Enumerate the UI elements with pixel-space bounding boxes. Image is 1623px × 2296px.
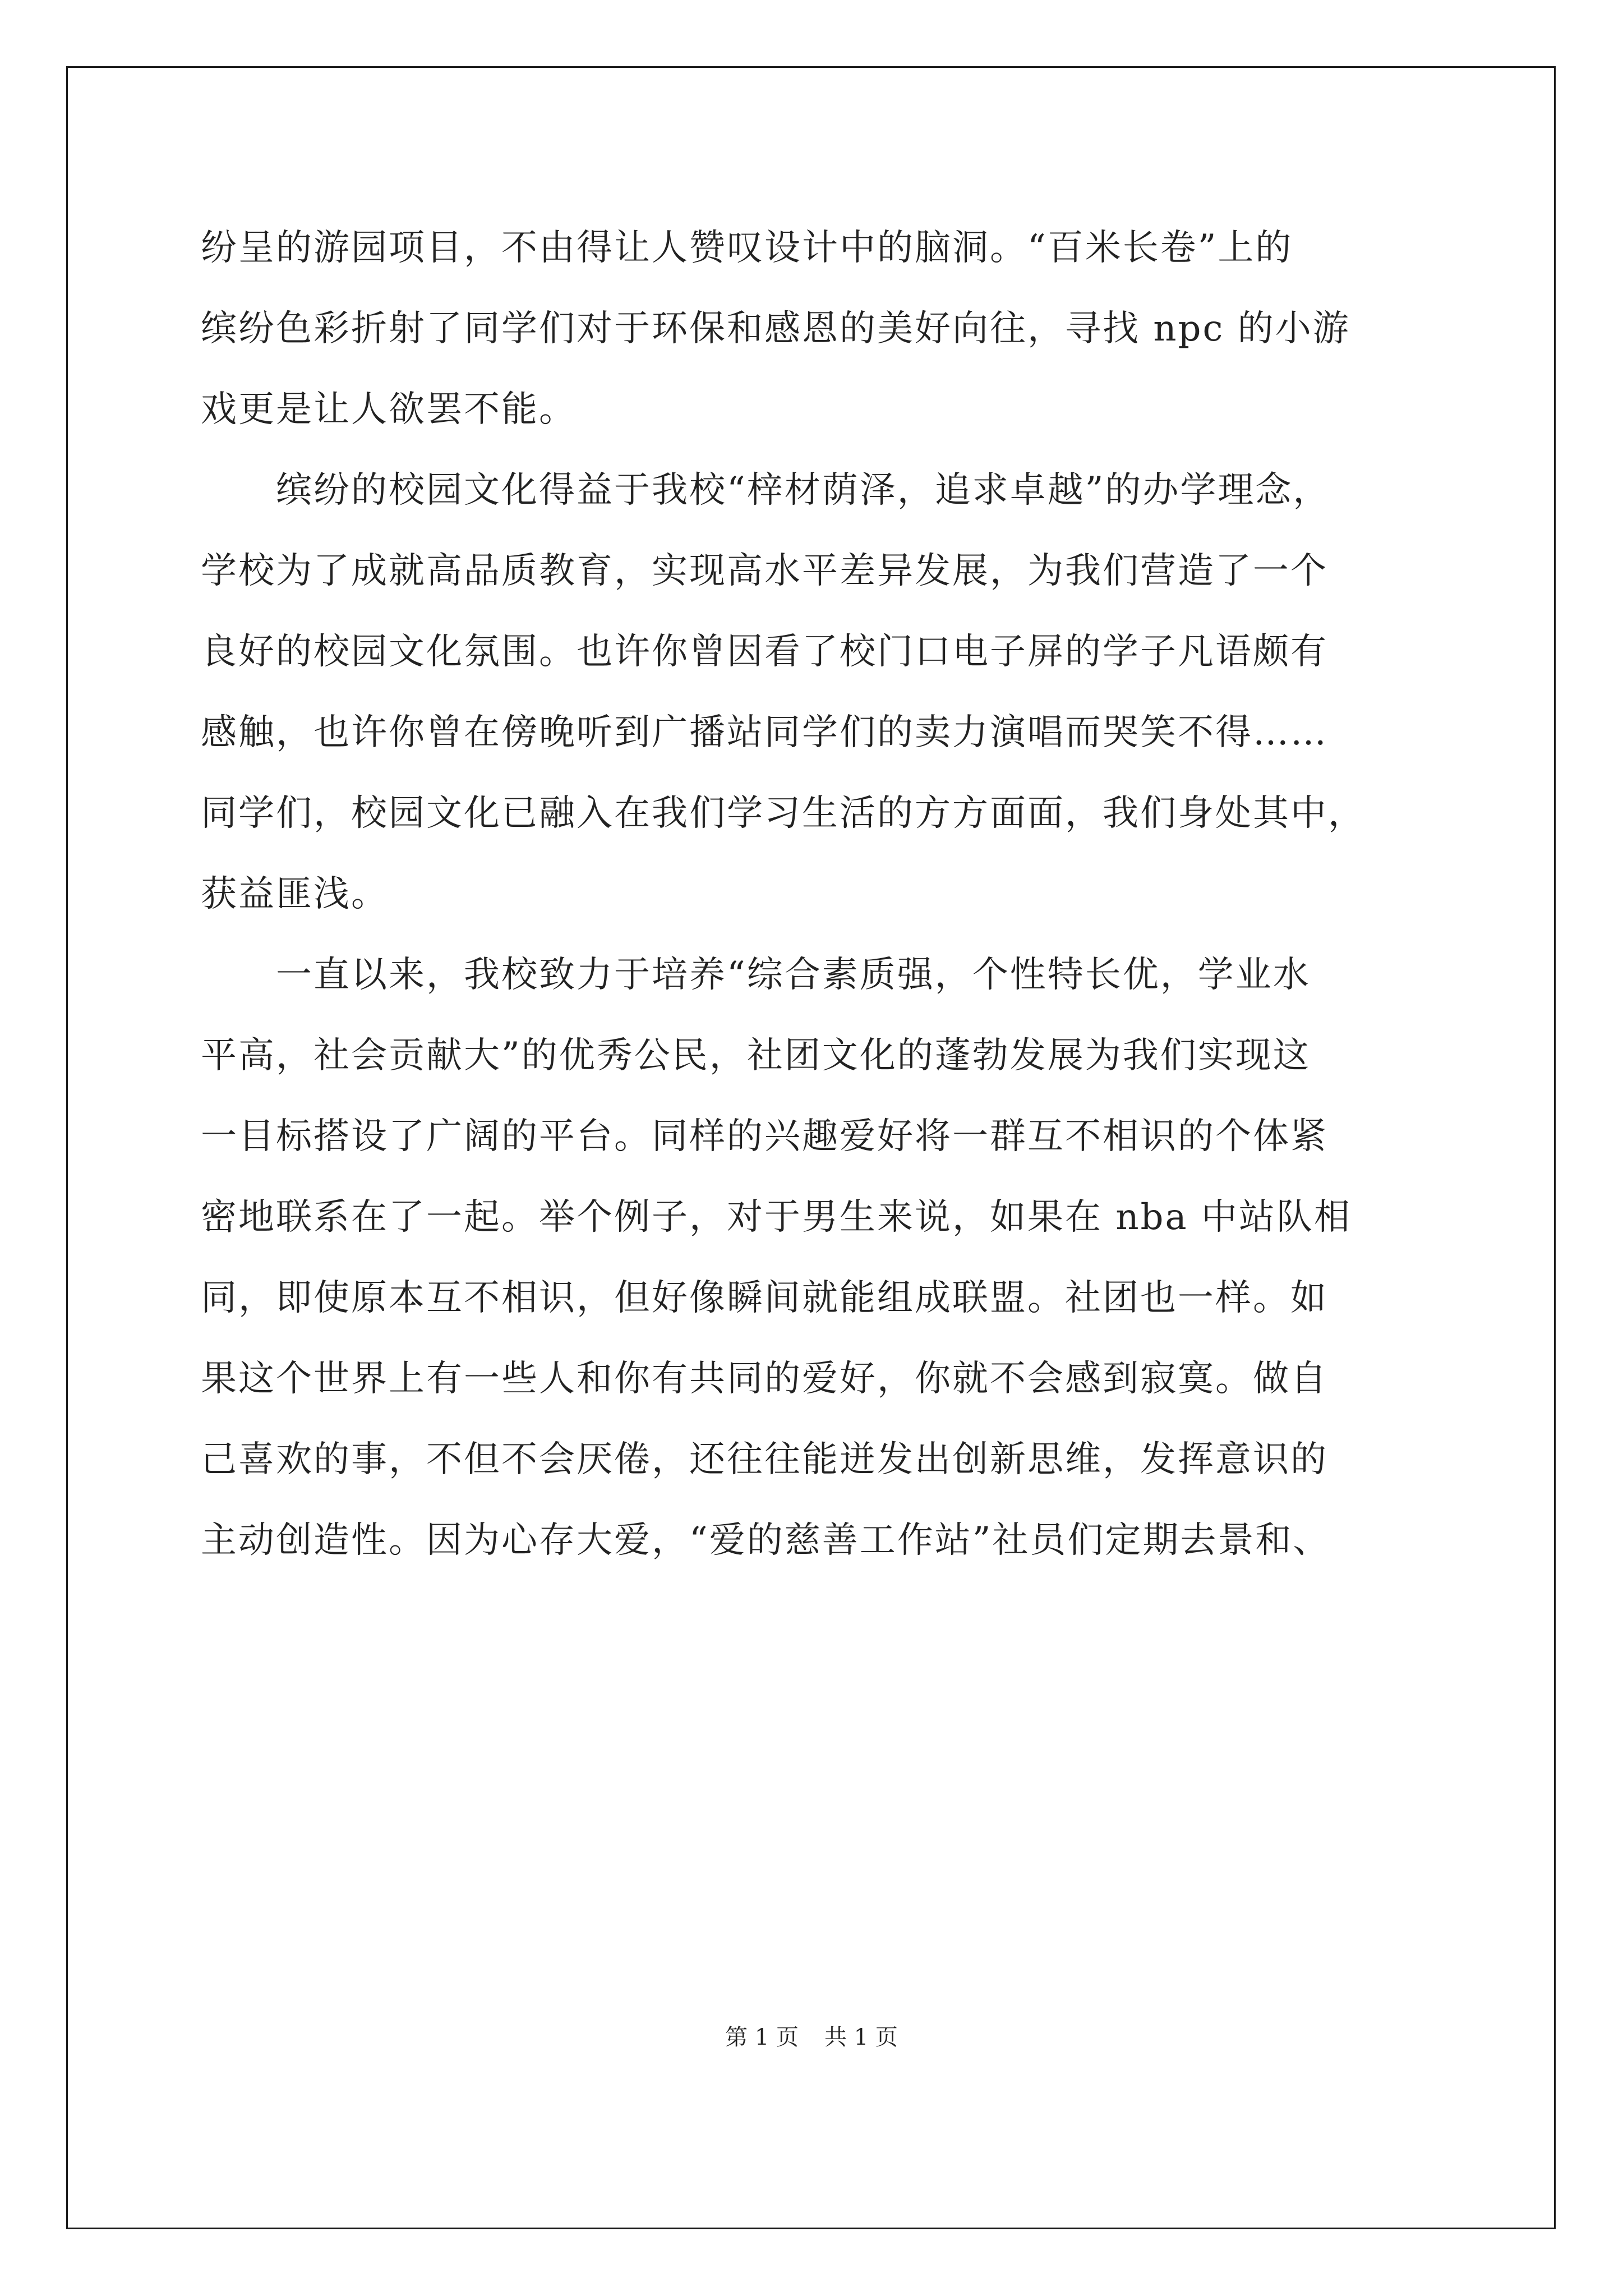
text-line: 一目标搭设了广阔的平台。同样的兴趣爱好将一群互不相识的个体紧 (201, 1116, 1328, 1157)
text-line: 良好的校园文化氛围。也许你曾因看了校门口电子屏的学子凡语颇有 (201, 631, 1328, 673)
text-line: 感触，也许你曾在傍晚听到广播站同学们的卖力演唱而哭笑不得…… (201, 712, 1328, 753)
page-total: 共 1 页 (824, 2024, 898, 2050)
text-line: 平高，社会贡献大”的优秀公民，社团文化的蓬勃发展为我们实现这 (201, 1035, 1311, 1076)
page-number: 第 1 页 (725, 2024, 799, 2050)
text-line: 密地联系在了一起。举个例子，对于男生来说，如果在 nba 中站队相 (201, 1197, 1352, 1238)
text-line: 主动创造性。因为心存大爱，“爱的慈善工作站”社员们定期去景和、 (201, 1520, 1331, 1561)
text-line: 己喜欢的事，不但不会厌倦，还往往能迸发出创新思维，发挥意识的 (201, 1439, 1328, 1480)
page-footer (0, 2019, 1623, 2051)
text-line: 学校为了成就高品质教育，实现高水平差异发展，为我们营造了一个 (201, 550, 1328, 592)
text-line: 纷呈的游园项目，不由得让人赞叹设计中的脑洞。“百米长卷”上的 (201, 227, 1293, 269)
text-line: 缤纷色彩折射了同学们对于环保和感恩的美好向往，寻找 npc 的小游 (201, 308, 1350, 349)
text-line: 获益匪浅。 (201, 873, 389, 915)
text-line: 戏更是让人欲罢不能。 (201, 389, 577, 430)
text-line: 果这个世界上有一些人和你有共同的爱好，你就不会感到寂寞。做自 (201, 1358, 1328, 1400)
text-line: 缤纷的校园文化得益于我校“梓材荫泽，追求卓越”的办学理念， (201, 470, 1331, 511)
text-line: 一直以来，我校致力于培养“综合素质强，个性特长优，学业水 (201, 954, 1311, 996)
text-line: 同，即使原本互不相识，但好像瞬间就能组成联盟。社团也一样。如 (201, 1277, 1328, 1319)
text-line: 同学们，校园文化已融入在我们学习生活的方方面面，我们身处其中， (201, 793, 1366, 834)
document-body (201, 208, 1435, 1581)
